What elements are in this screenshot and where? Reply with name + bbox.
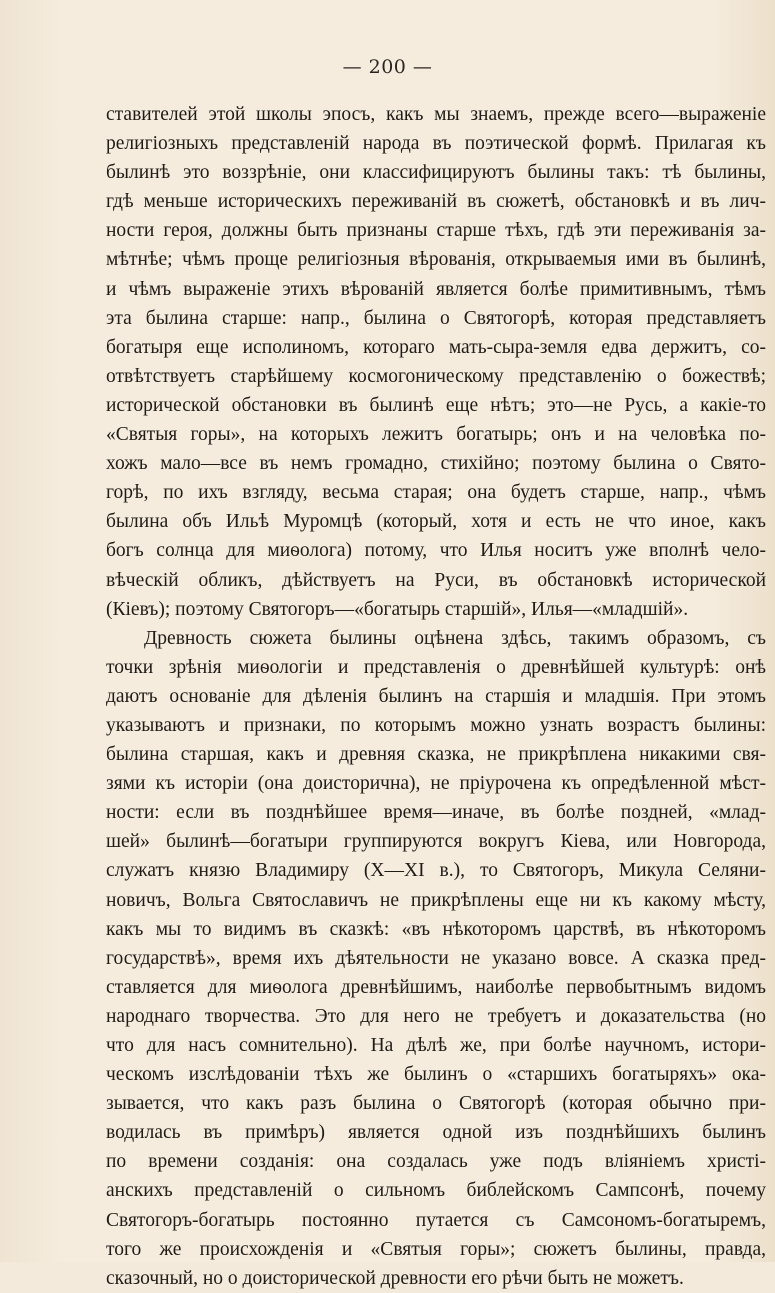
text-line: сказочный, но о доисторической древности его рѣчи быть не можетъ.: [106, 1267, 684, 1289]
paragraph: [106, 100, 766, 624]
text-line: отвѣтствуетъ старѣйшему космогоническому представленiю о божествѣ;: [106, 365, 766, 387]
text-line: (Кiевъ); поэтому Святогоръ—«богатырь старшiй», Илья—«младшiй».: [106, 598, 689, 620]
text-line: мѣтнѣе; чѣмъ проще религiозныя вѣрованiя, открываемыя ими въ былинѣ,: [106, 249, 766, 271]
text-line: точки зрѣнiя миѳологiи и представленiя о древнѣйшей культурѣ: онѣ: [106, 656, 766, 678]
paragraph: [106, 624, 766, 1293]
text-line: хожъ мало—все въ немъ громадно, стихiйно; поэтому былина о Свято-: [106, 453, 766, 475]
text-line: былинѣ это воззрѣнiе, они классифицируютъ былины такъ: тѣ былины,: [106, 162, 766, 184]
text-line: зывается, что какъ разъ былина о Святогорѣ (которая обычно при-: [106, 1093, 766, 1115]
text-line: ставляется для миѳолога древнѣйшимъ, наиболѣе первобытнымъ видомъ: [106, 976, 766, 998]
text-line: по времени созданiя: она создалась уже подъ влiянiемъ христi-: [106, 1151, 766, 1173]
text-line: того же происхожденiя и «Святыя горы»; сюжетъ былины, правда,: [106, 1238, 766, 1260]
text-line: богатыря еще исполиномъ, котораго мать-сыра-земля едва держитъ, со-: [106, 336, 766, 358]
text-line: анскихъ представленiй о сильномъ библейскомъ Сампсонѣ, почему: [106, 1180, 766, 1202]
text-line: богъ солнца для миѳолога) потому, что Илья носитъ уже вполнѣ чело-: [106, 540, 766, 562]
text-line: Святогоръ-богатырь постоянно путается съ Самсономъ-богатыремъ,: [106, 1209, 766, 1231]
text-line: былина объ Ильѣ Муромцѣ (который, хотя и есть не что иное, какъ: [106, 511, 766, 533]
text-line: даютъ основанiе для дѣленiя былинъ на старшiя и младшiя. При этомъ: [106, 685, 766, 707]
text-line: что для насъ сомнительно). На дѣлѣ же, при болѣе научномъ, истори-: [106, 1035, 766, 1056]
text-line: водилась въ примѣръ) является одной изъ позднѣйшихъ былинъ: [106, 1122, 766, 1144]
text-line: новичъ, Вольга Святославичъ не прикрѣплены еще ни къ какому мѣсту,: [106, 889, 766, 911]
text-line: зями къ исторiи (она доисторична), не прiурочена къ опредѣленной мѣст-: [106, 773, 766, 795]
text-line: Древность сюжета былины оцѣнена здѣсь, такимъ образомъ, съ: [144, 627, 766, 649]
text-line: народнаго творчества. Это для него не требуетъ и доказательства (но: [106, 1005, 766, 1027]
text-line: и чѣмъ выраженiе этихъ вѣрованiй является болѣе примитивнымъ, тѣмъ: [106, 278, 766, 300]
text-line: горѣ, по ихъ взгляду, весьма старая; она будетъ старше, напр., чѣмъ: [106, 482, 766, 504]
page-number: — 200 —: [342, 56, 433, 78]
text-line: государствѣ», время ихъ дѣятельности не указано вовсе. А сказка пред-: [106, 947, 766, 969]
text-line: гдѣ меньше историческихъ переживанiй въ сюжетѣ, обстановкѣ и въ лич-: [106, 191, 766, 213]
text-line: религiозныхъ представленiй народа въ поэтической формѣ. Прилагая къ: [106, 133, 766, 155]
text-line: указываютъ и признаки, по которымъ можно узнать возрастъ былины:: [106, 714, 766, 736]
body-text: [106, 100, 766, 1293]
text-line: ставителей этой школы эпосъ, какъ мы знаемъ, прежде всего—выраженiе: [106, 104, 766, 125]
text-line: шей» былинѣ—богатыри группируются вокругъ Кiева, или Новгорода,: [106, 831, 766, 853]
text-line: былина старшая, какъ и древняя сказка, не прикрѣплена никакими свя-: [106, 744, 766, 766]
text-line: «Святыя горы», на которыхъ лежитъ богатырь; онъ и на человѣка по-: [106, 424, 766, 446]
text-line: ности героя, должны быть признаны старше тѣхъ, гдѣ эти переживанiя за-: [106, 220, 766, 242]
text-line: исторической обстановки въ былинѣ еще нѣтъ; это—не Русь, а какiе-то: [106, 394, 766, 416]
text-line: какъ мы то видимъ въ сказкѣ: «въ нѣкоторомъ царствѣ, въ нѣкоторомъ: [106, 918, 766, 940]
text-line: ности: если въ позднѣйшее время—иначе, въ болѣе поздней, «млад-: [106, 802, 766, 824]
text-line: ческомъ изслѣдованiи тѣхъ же былинъ о «старшихъ богатыряхъ» ока-: [106, 1064, 766, 1086]
text-line: вѣческiй обликъ, дѣйствуетъ на Руси, въ обстановкѣ исторической: [106, 569, 766, 591]
text-line: служатъ князю Владимиру (X—XI в.), то Святогоръ, Микула Селяни-: [106, 860, 766, 882]
text-line: эта былина старше: напр., былина о Святогорѣ, которая представляетъ: [106, 307, 766, 329]
